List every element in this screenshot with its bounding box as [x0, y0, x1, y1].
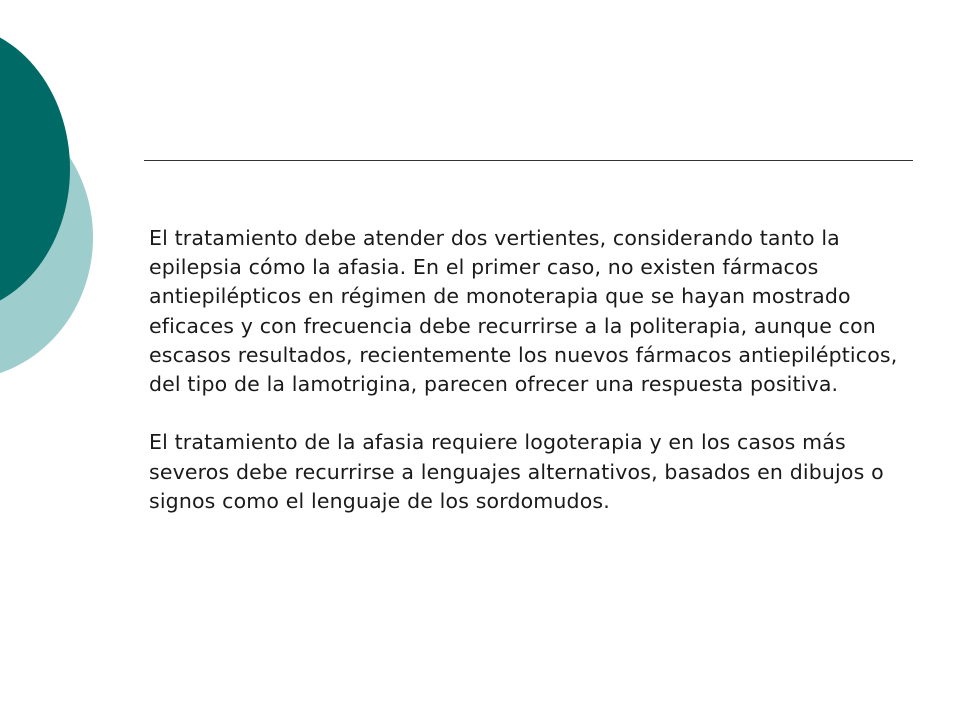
slide-body — [149, 224, 924, 516]
paragraph-treatment-overview: El tratamiento debe atender dos vertientes, considerando tanto la epilepsia cómo la afasia. En el primer caso, no existen fármacos antiepilépticos en régimen de monoterapia que se hayan mostrado eficaces y con frecuencia debe recurrirse a la politerapia, aunque con escasos resultados, recientemente los nuevos fármacos antiepilépticos, del tipo de la lamotrigina, parecen ofrecer una respuesta positiva. — [149, 226, 898, 397]
paragraph-aphasia-treatment: El tratamiento de la afasia requiere logoterapia y en los casos más severos debe recurrirse a lenguajes alternativos, basados en dibujos o signos como el lenguaje de los sordomudos. — [149, 430, 884, 513]
title-divider — [144, 160, 913, 161]
